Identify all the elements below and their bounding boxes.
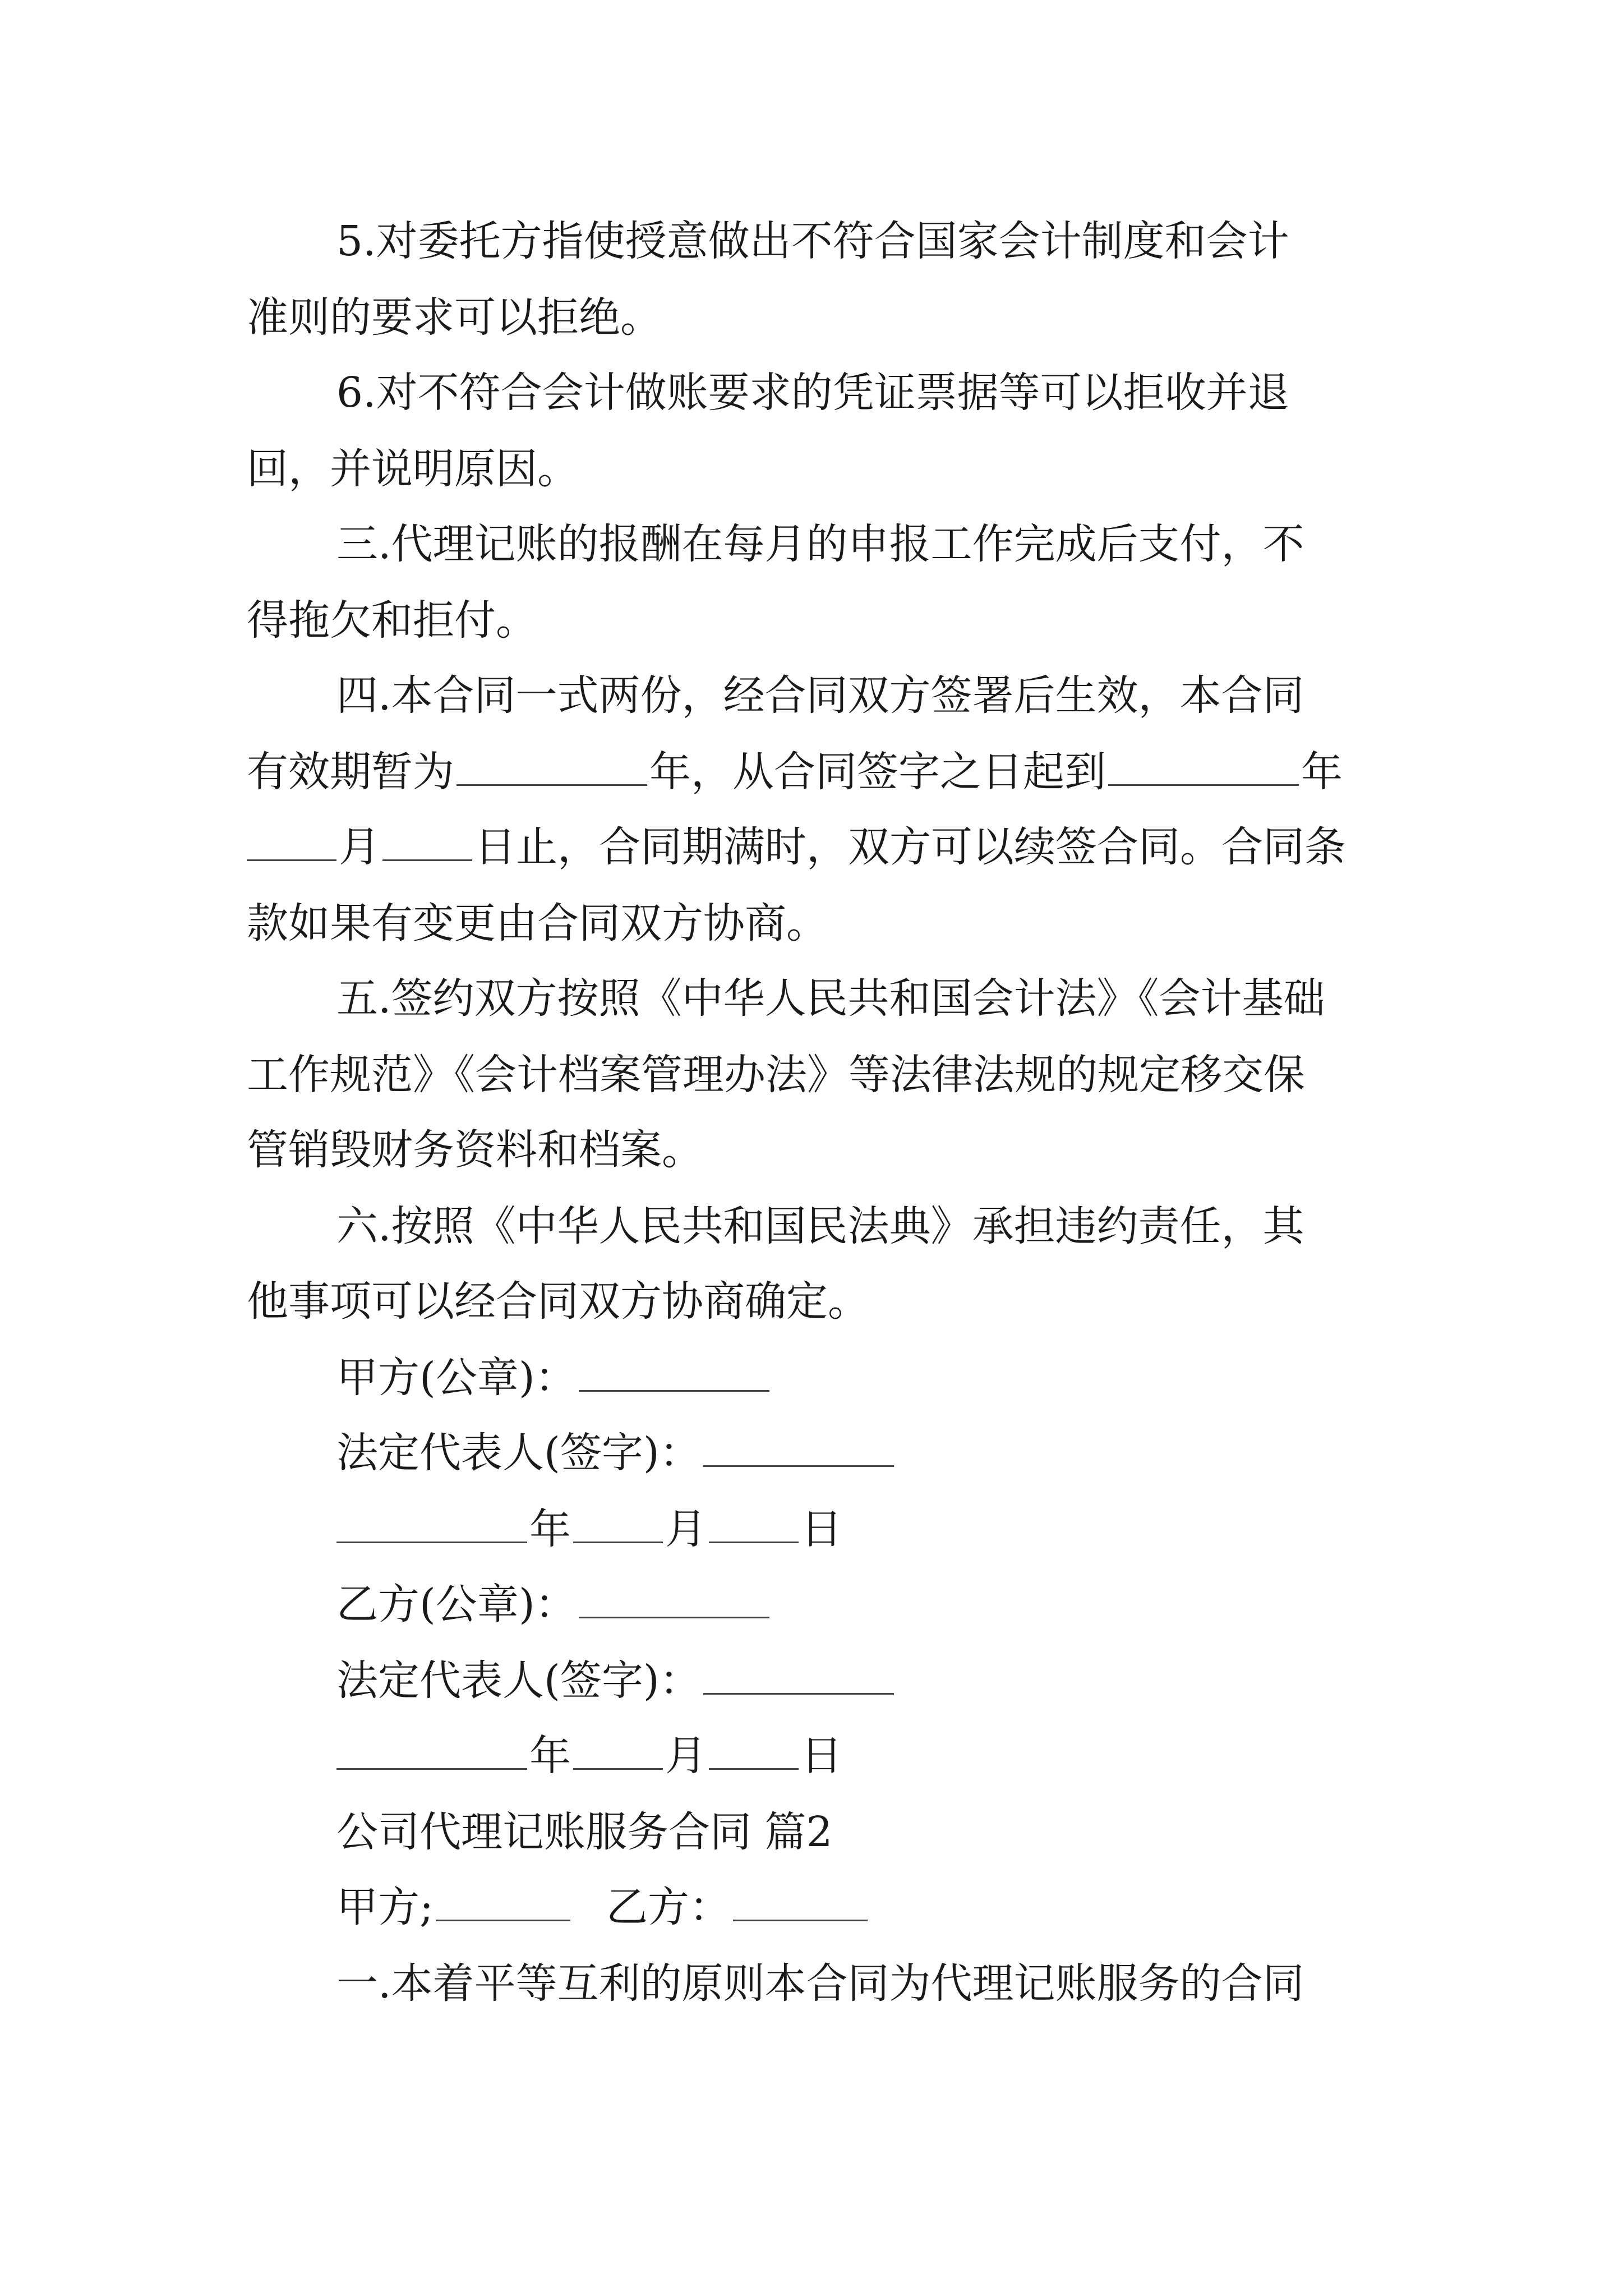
section-4-text-a: 有效期暂为 (247, 748, 454, 796)
section-2-party-a-blank (436, 1880, 570, 1921)
party-b-month-label: 月 (665, 1732, 707, 1780)
section-4-line-2 (247, 744, 1391, 800)
section-4-line-4 (247, 895, 1391, 951)
section-3-line-2 (247, 592, 1391, 648)
party-b-date-line (336, 1728, 1481, 1784)
party-a-seal-blank (579, 1351, 769, 1392)
party-a-rep-blank (703, 1426, 894, 1467)
party-b-month-blank (573, 1729, 663, 1770)
party-b-year-blank (336, 1729, 527, 1770)
party-a-year-blank (336, 1502, 527, 1543)
section-2-title: 公司代理记账服务合同 篇2 (336, 1808, 833, 1856)
section-2-title-line (336, 1804, 1481, 1860)
section-3-line-1 (336, 516, 1481, 572)
party-a-year-label: 年 (529, 1505, 571, 1553)
section-5-text-cont: 工作规范》《会计档案管理办法》等法律法规的规定移交保 (247, 1051, 1305, 1099)
section-4-text-c: 年 (1301, 748, 1343, 796)
term-years-blank (457, 745, 647, 786)
section-4-month: 月 (339, 823, 380, 871)
section-6-line-2 (247, 1273, 1391, 1329)
party-a-day-blank (709, 1502, 799, 1543)
clause-5-text: 5.对委托方指使授意做出不符合国家会计制度和会计 (336, 217, 1289, 265)
clause-6-text-cont: 回，并说明原因。 (247, 445, 579, 493)
party-b-seal-blank (579, 1577, 769, 1618)
section-5-line-3 (247, 1122, 1391, 1178)
section-2-party-a-label: 甲方; (336, 1883, 434, 1931)
end-year-blank (1108, 745, 1299, 786)
section-4-text: 四.本合同一式两份，经合同双方签署后生效，本合同 (336, 671, 1304, 720)
party-b-day-label: 日 (801, 1732, 842, 1780)
party-b-rep-line (336, 1653, 1481, 1709)
party-a-seal-label: 甲方(公章)： (336, 1354, 577, 1402)
section-2-clause-1-line (336, 1955, 1481, 2012)
section-5-line-1 (336, 970, 1481, 1027)
section-4-text-e: 款如果有变更由合同双方协商。 (247, 899, 828, 947)
clause-6-text: 6.对不符合会计做账要求的凭证票据等可以拒收并退 (336, 369, 1289, 417)
clause-5-line-1 (336, 213, 1481, 269)
section-6-text: 六.按照《中华人民共和国民法典》承担违约责任，其 (336, 1202, 1304, 1250)
clause-5-line-2 (247, 289, 1391, 346)
section-4-text-d: 日止，合同期满时，双方可以续签合同。合同条 (474, 823, 1346, 871)
party-a-day-label: 日 (801, 1505, 842, 1553)
section-4-line-1 (336, 668, 1481, 724)
section-2-clause-1: 一.本着平等互利的原则本合同为代理记账服务的合同 (336, 1959, 1304, 2008)
section-5-line-2 (247, 1047, 1391, 1103)
section-6-line-1 (336, 1198, 1481, 1254)
party-b-seal-line (336, 1576, 1481, 1632)
party-b-seal-label: 乙方(公章)： (336, 1580, 577, 1628)
section-6-text-cont: 他事项可以经合同双方协商确定。 (247, 1277, 869, 1326)
end-day-blank (382, 820, 472, 861)
party-a-month-label: 月 (665, 1505, 707, 1553)
section-2-party-b-blank (733, 1880, 868, 1921)
party-b-year-label: 年 (529, 1732, 571, 1780)
party-a-seal-line (336, 1350, 1481, 1406)
party-a-rep-label: 法定代表人(签字)： (336, 1429, 701, 1477)
party-b-rep-blank (703, 1654, 894, 1695)
section-3-text: 三.代理记账的报酬在每月的申报工作完成后支付，不 (336, 520, 1304, 568)
section-2-party-b-label: 乙方： (606, 1883, 731, 1931)
section-3-text-cont: 得拖欠和拒付。 (247, 596, 537, 645)
section-5-text: 五.签约双方按照《中华人民共和国会计法》《会计基础 (336, 974, 1325, 1023)
party-b-day-blank (709, 1729, 799, 1770)
party-b-rep-label: 法定代表人(签字)： (336, 1657, 701, 1705)
clause-5-text-cont: 准则的要求可以拒绝。 (247, 293, 662, 342)
clause-6-line-1 (336, 365, 1481, 421)
section-4-line-3 (247, 819, 1391, 875)
clause-6-line-2 (247, 441, 1391, 497)
section-2-parties-line (336, 1879, 1481, 1935)
section-5-text-end: 管销毁财务资料和档案。 (247, 1126, 703, 1174)
party-a-month-blank (573, 1502, 663, 1543)
party-a-rep-line (336, 1425, 1481, 1481)
end-month-blank (247, 820, 336, 861)
party-a-date-line (336, 1501, 1481, 1557)
section-4-text-b: 年，从合同签字之日起到 (649, 748, 1106, 796)
